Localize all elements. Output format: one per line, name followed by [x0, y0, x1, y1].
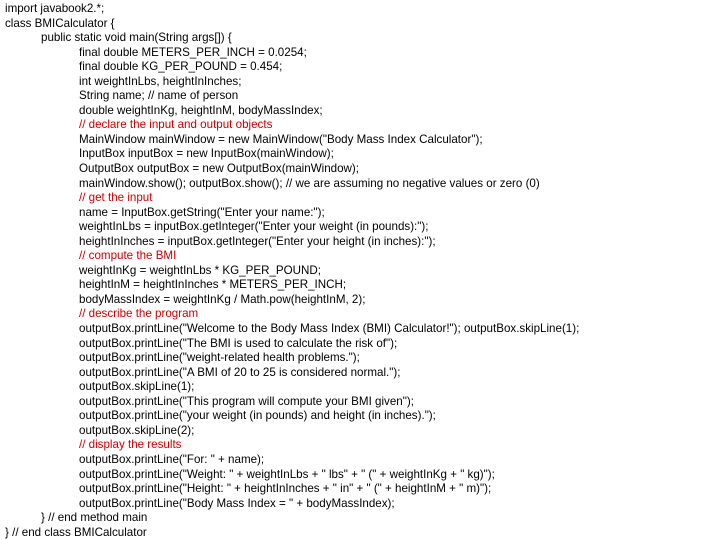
- code-line: heightInM = heightInInches * METERS_PER_INCH;: [79, 278, 347, 292]
- code-line: outputBox.skipLine(2);: [79, 423, 195, 437]
- code-line: String name; // name of person: [79, 89, 239, 103]
- code-line: outputBox.printLine("Weight: " + weightInLbs + " lbs" + " (" + weightInKg + " kg)");: [79, 467, 495, 481]
- code-line: weightInLbs = inputBox.getInteger("Enter your weight (in pounds):");: [79, 220, 429, 234]
- code-comment: // compute the BMI: [79, 249, 177, 263]
- code-line-main-method: public static void main(String args[]) {: [41, 31, 232, 45]
- code-comment: // display the results: [79, 438, 182, 452]
- code-line: final double KG_PER_POUND = 0.454;: [79, 60, 283, 74]
- code-line: outputBox.printLine("Body Mass Index = " + bodyMassIndex);: [79, 496, 395, 510]
- code-line: double weightInKg, heightInM, bodyMassIndex;: [79, 103, 323, 117]
- code-comment: // describe the program: [79, 307, 199, 321]
- code-line: outputBox.printLine("Welcome to the Body Mass Index (BMI) Calculator!"); outputBox.skipLine(1);: [79, 322, 580, 336]
- code-line-end-method: } // end method main: [41, 511, 148, 525]
- code-line: mainWindow.show(); outputBox.show(); // we are assuming no negative values or zero (0): [79, 176, 540, 190]
- code-comment: // declare the input and output objects: [79, 118, 273, 132]
- code-line: OutputBox outputBox = new OutputBox(mainWindow);: [79, 162, 360, 176]
- code-line-class-declaration: class BMICalculator {: [5, 16, 115, 30]
- code-line: MainWindow mainWindow = new MainWindow("Body Mass Index Calculator");: [79, 132, 483, 146]
- code-line: outputBox.printLine("A BMI of 20 to 25 is considered normal.");: [79, 365, 401, 379]
- code-line: final double METERS_PER_INCH = 0.0254;: [79, 45, 307, 59]
- code-line: outputBox.printLine("This program will compute your BMI given");: [79, 394, 414, 408]
- code-line: outputBox.printLine("Height: " + heightInInches + " in" + " (" + heightInM + " m)");: [79, 482, 492, 496]
- code-line: int weightInLbs, heightInInches;: [79, 74, 242, 88]
- code-line: weightInKg = weightInLbs * KG_PER_POUND;: [79, 263, 321, 277]
- code-line: outputBox.printLine("your weight (in pounds) and height (in inches).");: [79, 409, 436, 423]
- code-line-import: import javabook2.*;: [5, 2, 105, 15]
- code-line: outputBox.printLine("The BMI is used to calculate the risk of");: [79, 336, 398, 350]
- code-line: outputBox.printLine("For: " + name);: [79, 452, 265, 466]
- code-line: InputBox inputBox = new InputBox(mainWindow);: [79, 147, 334, 161]
- code-line: outputBox.printLine("weight-related health problems.");: [79, 351, 360, 365]
- code-comment: // get the input: [79, 191, 153, 205]
- code-line: heightInInches = inputBox.getInteger("Enter your height (in inches):");: [79, 234, 436, 248]
- code-listing: [5, 2, 717, 540]
- code-line: outputBox.skipLine(1);: [79, 380, 195, 394]
- code-line: bodyMassIndex = weightInKg / Math.pow(heightInM, 2);: [79, 292, 366, 306]
- code-line-end-class: } // end class BMICalculator: [5, 525, 147, 539]
- code-line: name = InputBox.getString("Enter your name:");: [79, 205, 325, 219]
